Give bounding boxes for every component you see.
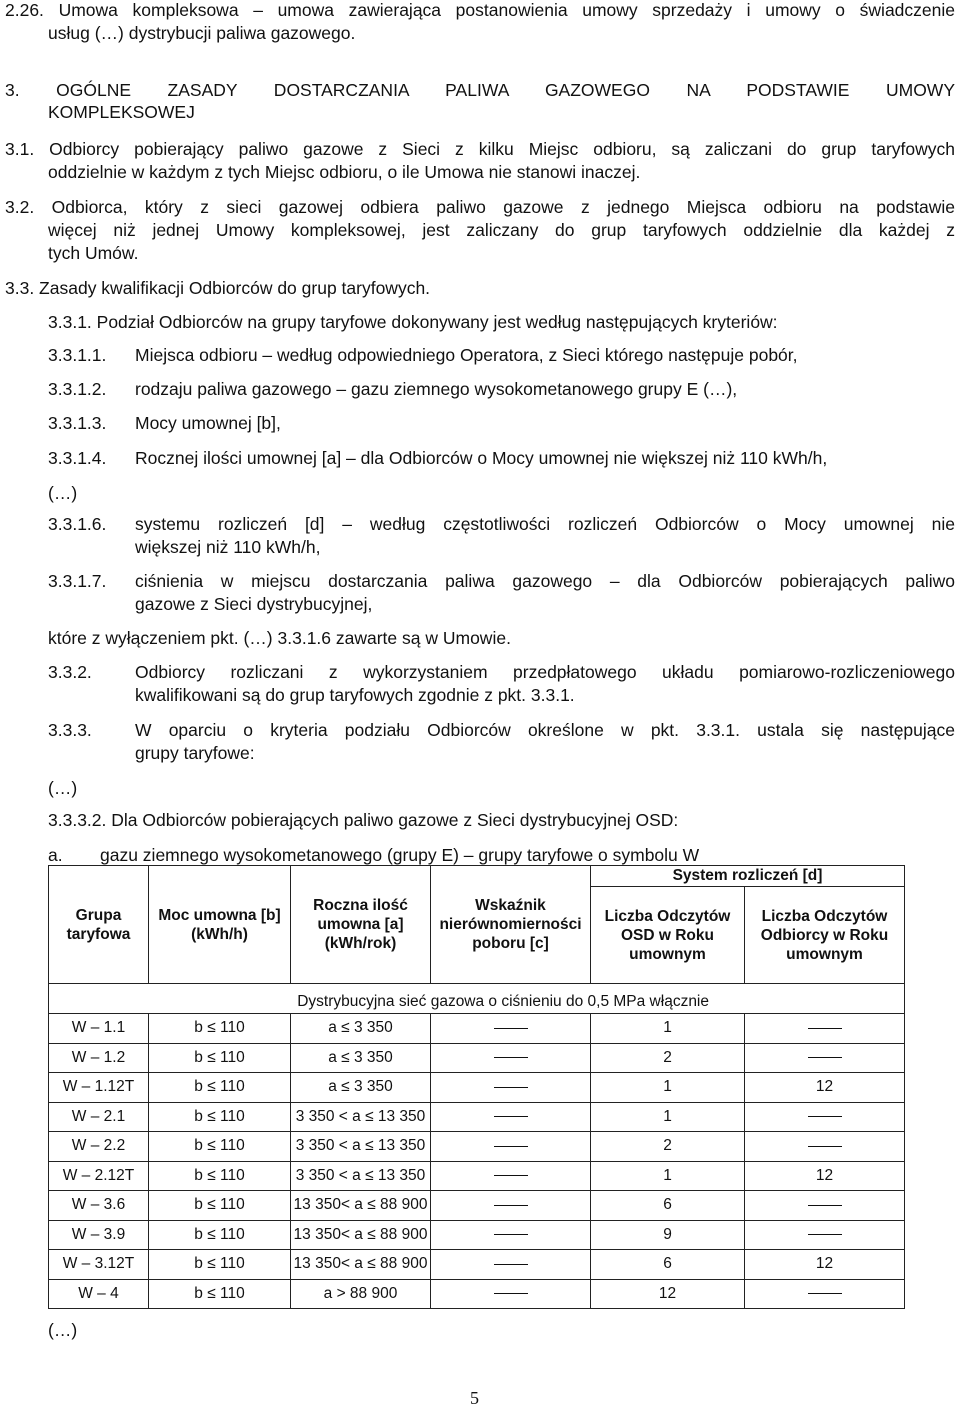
- item-a-text: gazu ziemnego wysokometanowego (grupy E) – grupy taryfowe o symbolu W: [100, 845, 700, 865]
- dash-mark: [494, 1264, 528, 1265]
- dash-mark: [808, 1116, 842, 1117]
- cell-annual: 3 350 < a ≤ 13 350: [291, 1161, 431, 1191]
- cell-power: b ≤ 110: [149, 1102, 291, 1132]
- header-billing-system: System rozliczeń [d]: [591, 866, 905, 887]
- cell-customer: [745, 1132, 905, 1162]
- cell-annual: 3 350 < a ≤ 13 350: [291, 1102, 431, 1132]
- section-3-heading-line2: KOMPLEKSOWEJ: [48, 102, 195, 122]
- omission-marker: (…): [48, 1320, 78, 1340]
- cell-customer: [745, 1043, 905, 1073]
- cell-customer: 12: [745, 1073, 905, 1103]
- cell-group: W – 1.12T: [49, 1073, 149, 1103]
- cell-ratio: [431, 1132, 591, 1162]
- paragraph-number: 3.3.2.: [48, 662, 92, 682]
- dash-mark: [494, 1028, 528, 1029]
- dash-mark: [494, 1146, 528, 1147]
- header-customer-readings: Liczba Odczytów Odbiorcy w Roku umownym: [745, 887, 905, 984]
- criterion-text: Rocznej ilości umownej [a] – dla Odbiorców o Mocy umownej nie większej niż 110 kWh/h,: [135, 448, 828, 468]
- cell-power: b ≤ 110: [149, 1191, 291, 1221]
- dash-mark: [494, 1057, 528, 1058]
- cell-osd: 1: [591, 1102, 745, 1132]
- cell-osd: 2: [591, 1043, 745, 1073]
- cell-annual: 13 350< a ≤ 88 900: [291, 1191, 431, 1221]
- cell-power: b ≤ 110: [149, 1043, 291, 1073]
- criterion-text: Miejsca odbioru – według odpowiedniego Operatora, z Sieci którego następuje pobór,: [135, 345, 798, 365]
- table-row: [49, 1161, 905, 1191]
- criterion-3-3-1-6-line2: większej niż 110 kWh/h,: [135, 537, 321, 557]
- cell-power: b ≤ 110: [149, 1132, 291, 1162]
- section-3-heading: 3. OGÓLNE ZASADY DOSTARCZANIA PALIWA GAZOWEGO NA PODSTAWIE UMOWY: [5, 80, 955, 100]
- excluded-criteria-note: które z wyłączeniem pkt. (…) 3.3.1.6 zawarte są w Umowie.: [48, 628, 511, 648]
- paragraph-3-3-1: 3.3.1. Podział Odbiorców na grupy taryfowe dokonywany jest według następujących kryteriów:: [48, 312, 778, 332]
- cell-power: b ≤ 110: [149, 1073, 291, 1103]
- dash-mark: [808, 1205, 842, 1206]
- cell-osd: 1: [591, 1161, 745, 1191]
- paragraph-3-3-2-line1: Odbiorcy rozliczani z wykorzystaniem przedpłatowego układu pomiarowo-rozliczeniowego: [135, 662, 955, 682]
- paragraph-3-1-line2: oddzielnie w każdym z tych Miejsc odbioru, o ile Umowa nie stanowi inaczej.: [48, 162, 641, 182]
- paragraph-3-1-line1: 3.1. Odbiorcy pobierający paliwo gazowe z Sieci z kilku Miejsc odbioru, są zaliczani do grup taryfowych: [5, 139, 955, 159]
- cell-osd: 1: [591, 1073, 745, 1103]
- paragraph-3-3: 3.3. Zasady kwalifikacji Odbiorców do grup taryfowych.: [5, 278, 431, 298]
- cell-osd: 6: [591, 1191, 745, 1221]
- criterion-number: 3.3.1.2.: [48, 379, 107, 399]
- criterion-3-3-1-7-line1: ciśnienia w miejscu dostarczania paliwa gazowego – dla Odbiorców pobierających paliwo: [135, 571, 955, 591]
- cell-group: W – 1.2: [49, 1043, 149, 1073]
- cell-annual: 13 350< a ≤ 88 900: [291, 1220, 431, 1250]
- cell-power: b ≤ 110: [149, 1279, 291, 1309]
- cell-power: b ≤ 110: [149, 1014, 291, 1044]
- cell-annual: a > 88 900: [291, 1279, 431, 1309]
- dash-mark: [494, 1116, 528, 1117]
- cell-customer: [745, 1014, 905, 1044]
- omission-marker: (…): [48, 483, 78, 503]
- paragraph-3-3-3-2: 3.3.3.2. Dla Odbiorców pobierających paliwo gazowe z Sieci dystrybucyjnej OSD:: [48, 810, 679, 830]
- header-osd-readings: Liczba Odczytów OSD w Roku umownym: [591, 887, 745, 984]
- dash-mark: [808, 1057, 842, 1058]
- table-row: [49, 1132, 905, 1162]
- criterion-number: 3.3.1.1.: [48, 345, 107, 365]
- page-number: 5: [470, 1388, 479, 1408]
- table-row: [49, 1191, 905, 1221]
- criterion-number: 3.3.1.6.: [48, 514, 107, 534]
- table-row: [49, 1043, 905, 1073]
- criterion-number: 3.3.1.7.: [48, 571, 107, 591]
- paragraph-3-3-3-line2: grupy taryfowe:: [135, 743, 255, 763]
- dash-mark: [808, 1234, 842, 1235]
- cell-power: b ≤ 110: [149, 1250, 291, 1280]
- dash-mark: [494, 1234, 528, 1235]
- cell-ratio: [431, 1073, 591, 1103]
- tariff-groups-table: [48, 865, 905, 1309]
- criterion-text: rodzaju paliwa gazowego – gazu ziemnego wysokometanowego grupy E (…),: [135, 379, 738, 399]
- dash-mark: [808, 1293, 842, 1294]
- cell-group: W – 3.9: [49, 1220, 149, 1250]
- criterion-number: 3.3.1.4.: [48, 448, 107, 468]
- cell-annual: a ≤ 3 350: [291, 1014, 431, 1044]
- cell-osd: 2: [591, 1132, 745, 1162]
- table-row: [49, 1279, 905, 1309]
- paragraph-3-3-3-line1: W oparciu o kryteria podziału Odbiorców określone w pkt. 3.3.1. ustala się następujące: [135, 720, 955, 740]
- paragraph-3-3-2-line2: kwalifikowani są do grup taryfowych zgodnie z pkt. 3.3.1.: [135, 685, 575, 705]
- cell-group: W – 2.12T: [49, 1161, 149, 1191]
- cell-ratio: [431, 1014, 591, 1044]
- cell-power: b ≤ 110: [149, 1161, 291, 1191]
- paragraph-3-2-line1: 3.2. Odbiorca, który z sieci gazowej odbiera paliwo gazowe z jednego Miejsca odbioru na podstawie: [5, 197, 955, 217]
- paragraph-number: 3.3.3.: [48, 720, 92, 740]
- dash-mark: [494, 1175, 528, 1176]
- cell-annual: 13 350< a ≤ 88 900: [291, 1250, 431, 1280]
- header-power: Moc umowna [b] (kWh/h): [149, 866, 291, 984]
- cell-ratio: [431, 1220, 591, 1250]
- table-row: [49, 1014, 905, 1044]
- omission-marker: (…): [48, 778, 78, 798]
- paragraph-2-26-line2: usług (…) dystrybucji paliwa gazowego.: [48, 23, 356, 43]
- cell-ratio: [431, 1102, 591, 1132]
- dash-mark: [808, 1028, 842, 1029]
- header-group: Grupa taryfowa: [49, 866, 149, 984]
- table-row: [49, 1102, 905, 1132]
- cell-group: W – 3.6: [49, 1191, 149, 1221]
- cell-annual: 3 350 < a ≤ 13 350: [291, 1132, 431, 1162]
- dash-mark: [494, 1293, 528, 1294]
- header-annual: Roczna ilość umowna [a] (kWh/rok): [291, 866, 431, 984]
- item-letter: a.: [48, 845, 63, 865]
- cell-osd: 9: [591, 1220, 745, 1250]
- criterion-number: 3.3.1.3.: [48, 413, 107, 433]
- cell-customer: [745, 1220, 905, 1250]
- paragraph-2-26-line1: 2.26. Umowa kompleksowa – umowa zawierająca postanowienia umowy sprzedaży i umowy o świadczenie: [5, 0, 955, 20]
- cell-ratio: [431, 1191, 591, 1221]
- header-ratio: Wskaźnik nierównomierności poboru [c]: [431, 866, 591, 984]
- cell-annual: a ≤ 3 350: [291, 1043, 431, 1073]
- cell-osd: 1: [591, 1014, 745, 1044]
- cell-osd: 12: [591, 1279, 745, 1309]
- criterion-3-3-1-6-line1: systemu rozliczeń [d] – według częstotliwości rozliczeń Odbiorców o Mocy umownej nie: [135, 514, 955, 534]
- cell-customer: [745, 1191, 905, 1221]
- cell-ratio: [431, 1279, 591, 1309]
- dash-mark: [494, 1087, 528, 1088]
- cell-customer: [745, 1102, 905, 1132]
- dash-mark: [808, 1146, 842, 1147]
- cell-group: W – 2.2: [49, 1132, 149, 1162]
- cell-osd: 6: [591, 1250, 745, 1280]
- criterion-text: Mocy umownej [b],: [135, 413, 281, 433]
- cell-annual: a ≤ 3 350: [291, 1073, 431, 1103]
- table-row: [49, 1250, 905, 1280]
- cell-power: b ≤ 110: [149, 1220, 291, 1250]
- cell-ratio: [431, 1043, 591, 1073]
- criterion-3-3-1-7-line2: gazowe z Sieci dystrybucyjnej,: [135, 594, 373, 614]
- cell-customer: 12: [745, 1161, 905, 1191]
- dash-mark: [494, 1205, 528, 1206]
- cell-ratio: [431, 1161, 591, 1191]
- paragraph-3-2-line3: tych Umów.: [48, 243, 139, 263]
- cell-customer: [745, 1279, 905, 1309]
- cell-ratio: [431, 1250, 591, 1280]
- cell-group: W – 4: [49, 1279, 149, 1309]
- cell-group: W – 1.1: [49, 1014, 149, 1044]
- paragraph-3-2-line2: więcej niż jednej Umowy kompleksowej, jest zaliczany do grup taryfowych oddzielnie dla każdej z: [48, 220, 955, 240]
- table-row: [49, 1073, 905, 1103]
- cell-group: W – 2.1: [49, 1102, 149, 1132]
- cell-customer: 12: [745, 1250, 905, 1280]
- cell-group: W – 3.12T: [49, 1250, 149, 1280]
- table-row: [49, 1220, 905, 1250]
- distribution-network-row: Dystrybucyjna sieć gazowa o ciśnieniu do 0,5 MPa włącznie: [49, 984, 905, 1014]
